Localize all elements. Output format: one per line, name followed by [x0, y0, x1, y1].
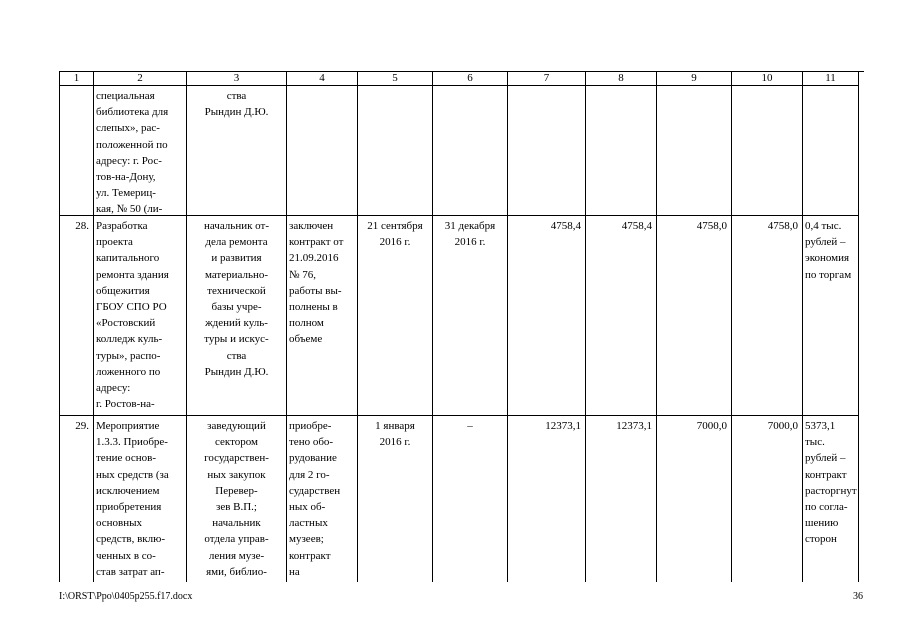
column-header-8: 8	[586, 72, 657, 86]
note-cell: 5373,1 тыс. рублей – контракт расторгнут по согла- шению сторон	[803, 416, 859, 582]
column-header-3: 3	[187, 72, 287, 86]
responsible-cell: ства Рындин Д.Ю.	[187, 86, 287, 216]
file-path: I:\ORST\Ppo\0405p255.f17.docx	[59, 591, 193, 602]
end-date-cell: –	[433, 416, 508, 582]
value-col7-cell: 12373,1	[508, 416, 586, 582]
value-col10-cell: 4758,0	[732, 216, 803, 416]
value-col9-cell: 4758,0	[657, 216, 732, 416]
column-header-2: 2	[94, 72, 187, 86]
value-col9-cell: 7000,0	[657, 416, 732, 582]
event-name-cell: Мероприятие 1.3.3. Приобре- тение основ- ных средств (за исключением приобретения основных средств, вклю- ченных в со- став затрат ап-	[94, 416, 187, 582]
end-date-cell: 31 декабря 2016 г.	[433, 216, 508, 416]
column-header-5: 5	[358, 72, 433, 86]
value-col8-cell: 4758,4	[586, 216, 657, 416]
note-cell	[803, 86, 859, 216]
row-number: 29.	[60, 416, 94, 582]
value-col8-cell: 12373,1	[586, 416, 657, 582]
end-date-cell	[433, 86, 508, 216]
column-header-6: 6	[433, 72, 508, 86]
value-col7-cell: 4758,4	[508, 216, 586, 416]
result-cell	[287, 86, 358, 216]
table-grid	[60, 72, 864, 582]
start-date-cell	[358, 86, 433, 216]
start-date-cell: 21 сентября 2016 г.	[358, 216, 433, 416]
result-cell: приобре- тено обо- рудование для 2 го- сударствен ных об- ластных музеев; контракт на	[287, 416, 358, 582]
responsible-cell: заведующий сектором государствен- ных закупок Перевер- зев В.П.; начальник отдела управ- ления музе- ями, библио-	[187, 416, 287, 582]
responsible-cell: начальник от- дела ремонта и развития материально- технической базы учре- ждений куль- туры и искус- ства Рындин Д.Ю.	[187, 216, 287, 416]
value-col7-cell	[508, 86, 586, 216]
start-date-cell: 1 января 2016 г.	[358, 416, 433, 582]
event-name-cell: Разработка проекта капитального ремонта здания общежития ГБОУ СПО РО «Ростовский колледж куль- туры», распо- ложенного по адресу: г. Ростов-на-	[94, 216, 187, 416]
column-header-10: 10	[732, 72, 803, 86]
column-header-7: 7	[508, 72, 586, 86]
row-number: 28.	[60, 216, 94, 416]
column-header-4: 4	[287, 72, 358, 86]
event-name-cell: специальная библиотека для слепых», рас- положенной по адресу: г. Рос- тов-на-Дону, ул. Темериц- кая, № 50 (ли-	[94, 86, 187, 216]
value-col9-cell	[657, 86, 732, 216]
value-col8-cell	[586, 86, 657, 216]
column-header-1: 1	[60, 72, 94, 86]
row-number	[60, 86, 94, 216]
column-header-9: 9	[657, 72, 732, 86]
page-number: 36	[853, 591, 863, 602]
value-col10-cell: 7000,0	[732, 416, 803, 582]
program-table	[59, 71, 864, 582]
column-header-11: 11	[803, 72, 859, 86]
result-cell: заключен контракт от 21.09.2016 № 76, работы вы- полнены в полном объеме	[287, 216, 358, 416]
note-cell: 0,4 тыс. рублей – экономия по торгам	[803, 216, 859, 416]
value-col10-cell	[732, 86, 803, 216]
